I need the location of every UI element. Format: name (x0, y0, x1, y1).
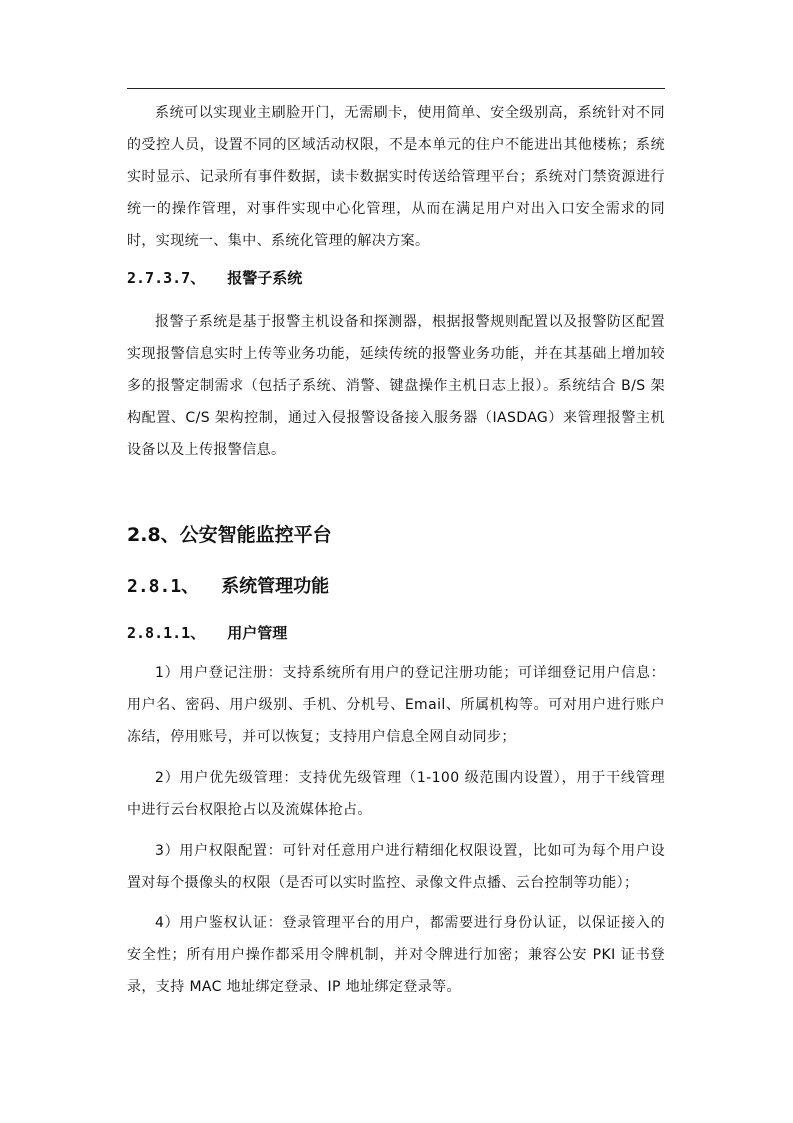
paragraph-user-registration: 1）用户登记注册：支持系统所有用户的登记注册功能；可详细登记用户信息：用户名、密码、用户级别、手机、分机号、Email、所属机构等。可对用户进行账户冻结，停用账号，并可以恢复；支持用户信息全网自动同步； (127, 665, 665, 745)
paragraph-access-control-summary: 系统可以实现业主刷脸开门，无需刷卡，使用简单、安全级别高，系统针对不同的受控人员，设置不同的区域活动权限，不是本单元的住户不能进出其他楼栋；系统实时显示、记录所有事件数据，读卡数据实时传送给管理平台；系统对门禁资源进行统一的操作管理，对事件实现中心化管理，从而在满足用户对出入口安全需求的同时，实现统一、集中、系统化管理的解决方案。 (127, 105, 665, 249)
heading-2-8-1 (127, 572, 329, 598)
heading-2-8 (127, 520, 332, 547)
heading-number: 2.8.1.1、 (127, 624, 206, 642)
paragraph-user-auth: 4）用户鉴权认证：登录管理平台的用户，都需要进行身份认证，以保证接入的安全性；所有用户操作都采用令牌机制，并对令牌进行加密；兼容公安 PKI 证书登录，支持 MAC 地址绑定登录、IP 地址绑定登录等。 (127, 915, 666, 995)
heading-number: 2.7.3.7、 (127, 269, 206, 287)
heading-title: 系统管理功能 (221, 576, 330, 597)
paragraph-user-permission: 3）用户权限配置：可针对任意用户进行精细化权限设置，比如可为每个用户设置对每个摄像头的权限（是否可以实时监控、录像文件点播、云台控制等功能）； (127, 843, 665, 891)
paragraph-user-priority: 2）用户优先级管理：支持优先级管理（1-100 级范围内设置），用于干线管理中进行云台权限抢占以及流媒体抢占。 (127, 770, 665, 818)
heading-title: 报警子系统 (227, 269, 303, 287)
header-rule (127, 88, 665, 89)
heading-2-8-1-1 (127, 622, 287, 643)
heading-title: 2.8、公安智能监控平台 (127, 524, 332, 546)
heading-2-7-3-7 (127, 267, 302, 288)
heading-number: 2.8.1、 (127, 576, 200, 597)
heading-title: 用户管理 (227, 624, 288, 642)
paragraph-alarm-subsystem: 报警子系统是基于报警主机设备和探测器，根据报警规则配置以及报警防区配置实现报警信息实时上传等业务功能，延续传统的报警业务功能，并在其基础上增加较多的报警定制需求（包括子系统、消警、键盘操作主机日志上报）。系统结合 B/S 架构配置、C/S 架构控制，通过入侵报警设备接入服务器（IASDAG）来管理报警主机设备以及上传报警信息。 (127, 314, 665, 458)
